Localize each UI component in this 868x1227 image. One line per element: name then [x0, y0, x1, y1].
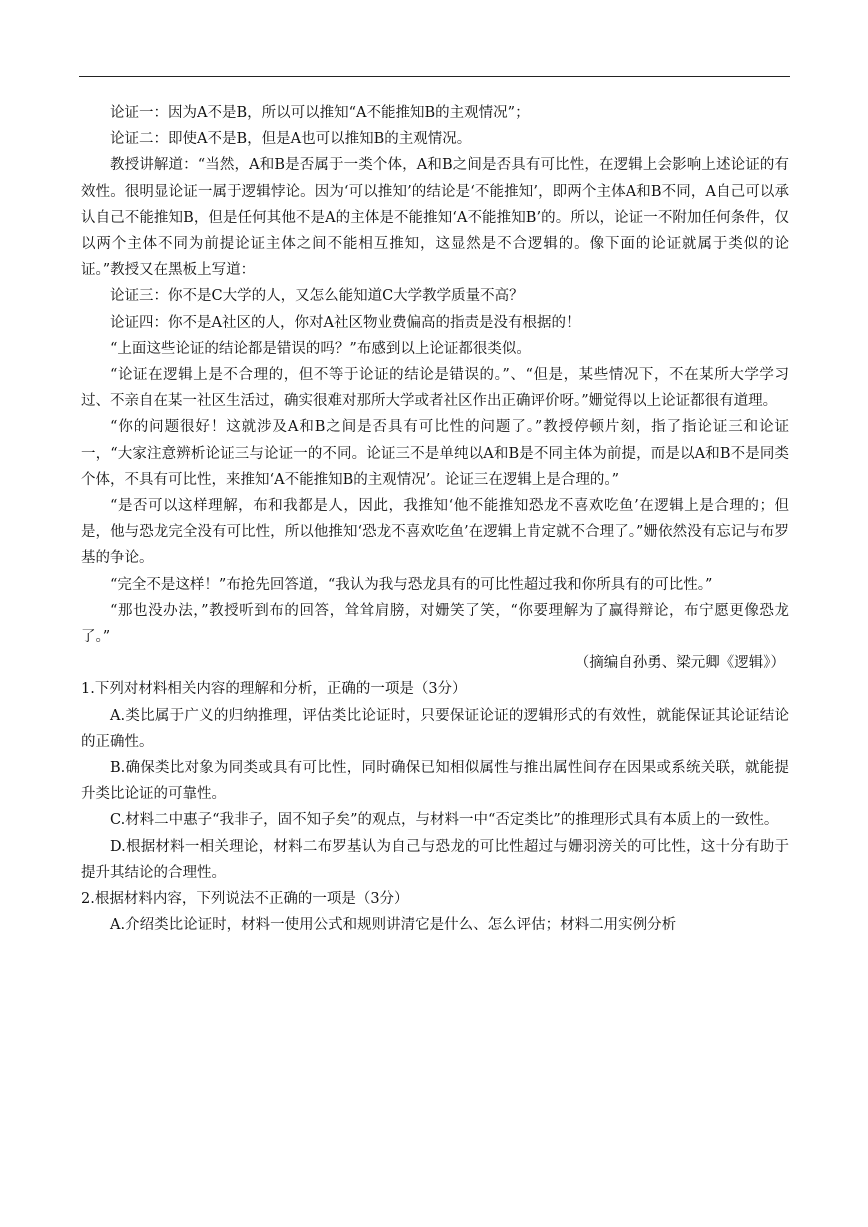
- passage-paragraph: 论证三：你不是C大学的人，又怎么能知道C大学教学质量不高？: [110, 288, 524, 305]
- answer-option-a: A.介绍类比论证时，材料一使用公式和规则讲清它是什么、怎么评估；材料二用实例分析: [110, 917, 677, 934]
- passage-paragraph: “论证在逻辑上是不合理的，但不等于论证的结论是错误的。”、“但是，某些情况下，不在某所大学学习过、不亲自在某一社区生活过，确实很难对那所大学或者社区作出正确评价呀。”姗觉得以上论证都很有道理。: [81, 367, 789, 410]
- question-stem: 1.下列对材料相关内容的理解和分析，正确的一项是（3分）: [81, 681, 467, 698]
- passage-paragraph: “上面这些论证的结论都是错误的吗？”布感到以上论证都很类似。: [110, 340, 531, 357]
- answer-option-a: A.类比属于广义的归纳推理，评估类比论证时，只要保证论证的逻辑形式的有效性，就能保证其论证结论的正确性。: [81, 707, 789, 750]
- passage-paragraph: “那也没办法，”教授听到布的回答，耸耸肩膀，对姗笑了笑，“你要理解为了赢得辩论，布宁愿更像恐龙了。”: [81, 602, 789, 646]
- passage-paragraph: 论证四：你不是A社区的人，你对A社区物业费偏高的指责是没有根据的！: [110, 314, 581, 331]
- question-stem: 2.根据材料内容，下列说法不正确的一项是（3分）: [81, 891, 409, 908]
- answer-option-b: B.确保类比对象为同类或具有可比性，同时确保已知相似属性与推出属性间存在因果或系统关联，就能提升类比论证的可靠性。: [81, 760, 789, 803]
- passage-content: [81, 100, 789, 939]
- answer-option-c: C.材料二中惠子“我非子，固不知子矣”的观点，与材料一中“否定类比”的推理形式具有本质上的一致性。: [110, 812, 779, 829]
- passage-paragraph: “你的问题很好！这就涉及A和B之间是否具有可比性的问题了。”教授停顿片刻，指了指论证三和论证一，“大家注意辨析论证三与论证一的不同。论证三不是单纯以A和B是不同主体为前提，而是以A和B不是同类个体，不具有可比性，来推知‘A不能推知B的主观情况’。论证三在逻辑上是合理的。”: [81, 419, 789, 488]
- passage-paragraph: 教授讲解道：“当然，A和B是否属于一类个体，A和B之间是否具有可比性，在逻辑上会影响上述论证的有效性。很明显论证一属于逻辑悖论。因为‘可以推知’的结论是‘不能推知’，即两个主体A和B不同，A自己可以承认自己不能推知B，但是任何其他不是A的主体是不能推知‘A不能推知B’的。所以，论证一不附加任何条件，仅以两个主体不同为前提论证主体之间不能相互推知，这显然是不合逻辑的。像下面的论证就属于类似的论证。”教授又在黑板上写道：: [81, 157, 789, 279]
- question-1: [81, 676, 789, 886]
- passage-paragraph: 论证二：即使A不是B，但是A也可以推知B的主观情况。: [110, 131, 472, 148]
- answer-option-d: D.根据材料一相关理论，材料二布罗基认为自己与恐龙的可比性超过与姗羽滂关的可比性，这十分有助于提升其结论的合理性。: [81, 838, 789, 881]
- header-rule: [79, 76, 790, 77]
- passage-paragraph: “完全不是这样！”布抢先回答道，“我认为我与恐龙具有的可比性超过我和你所具有的可比性。”: [110, 576, 713, 593]
- passage-source: （摘编自孙勇、梁元卿《逻辑》）: [574, 655, 785, 672]
- passage-paragraph: “是否可以这样理解，布和我都是人，因此，我推知‘他不能推知恐龙不喜欢吃鱼’在逻辑上是合理的；但是，他与恐龙完全没有可比性，所以他推知‘恐龙不喜欢吃鱼’在逻辑上肯定就不合理了。”姗依然没有忘记与布罗基的争论。: [81, 498, 789, 567]
- passage-paragraph: 论证一：因为A不是B，所以可以推知“A不能推知B的主观情况”；: [110, 105, 530, 121]
- question-2: [81, 886, 789, 938]
